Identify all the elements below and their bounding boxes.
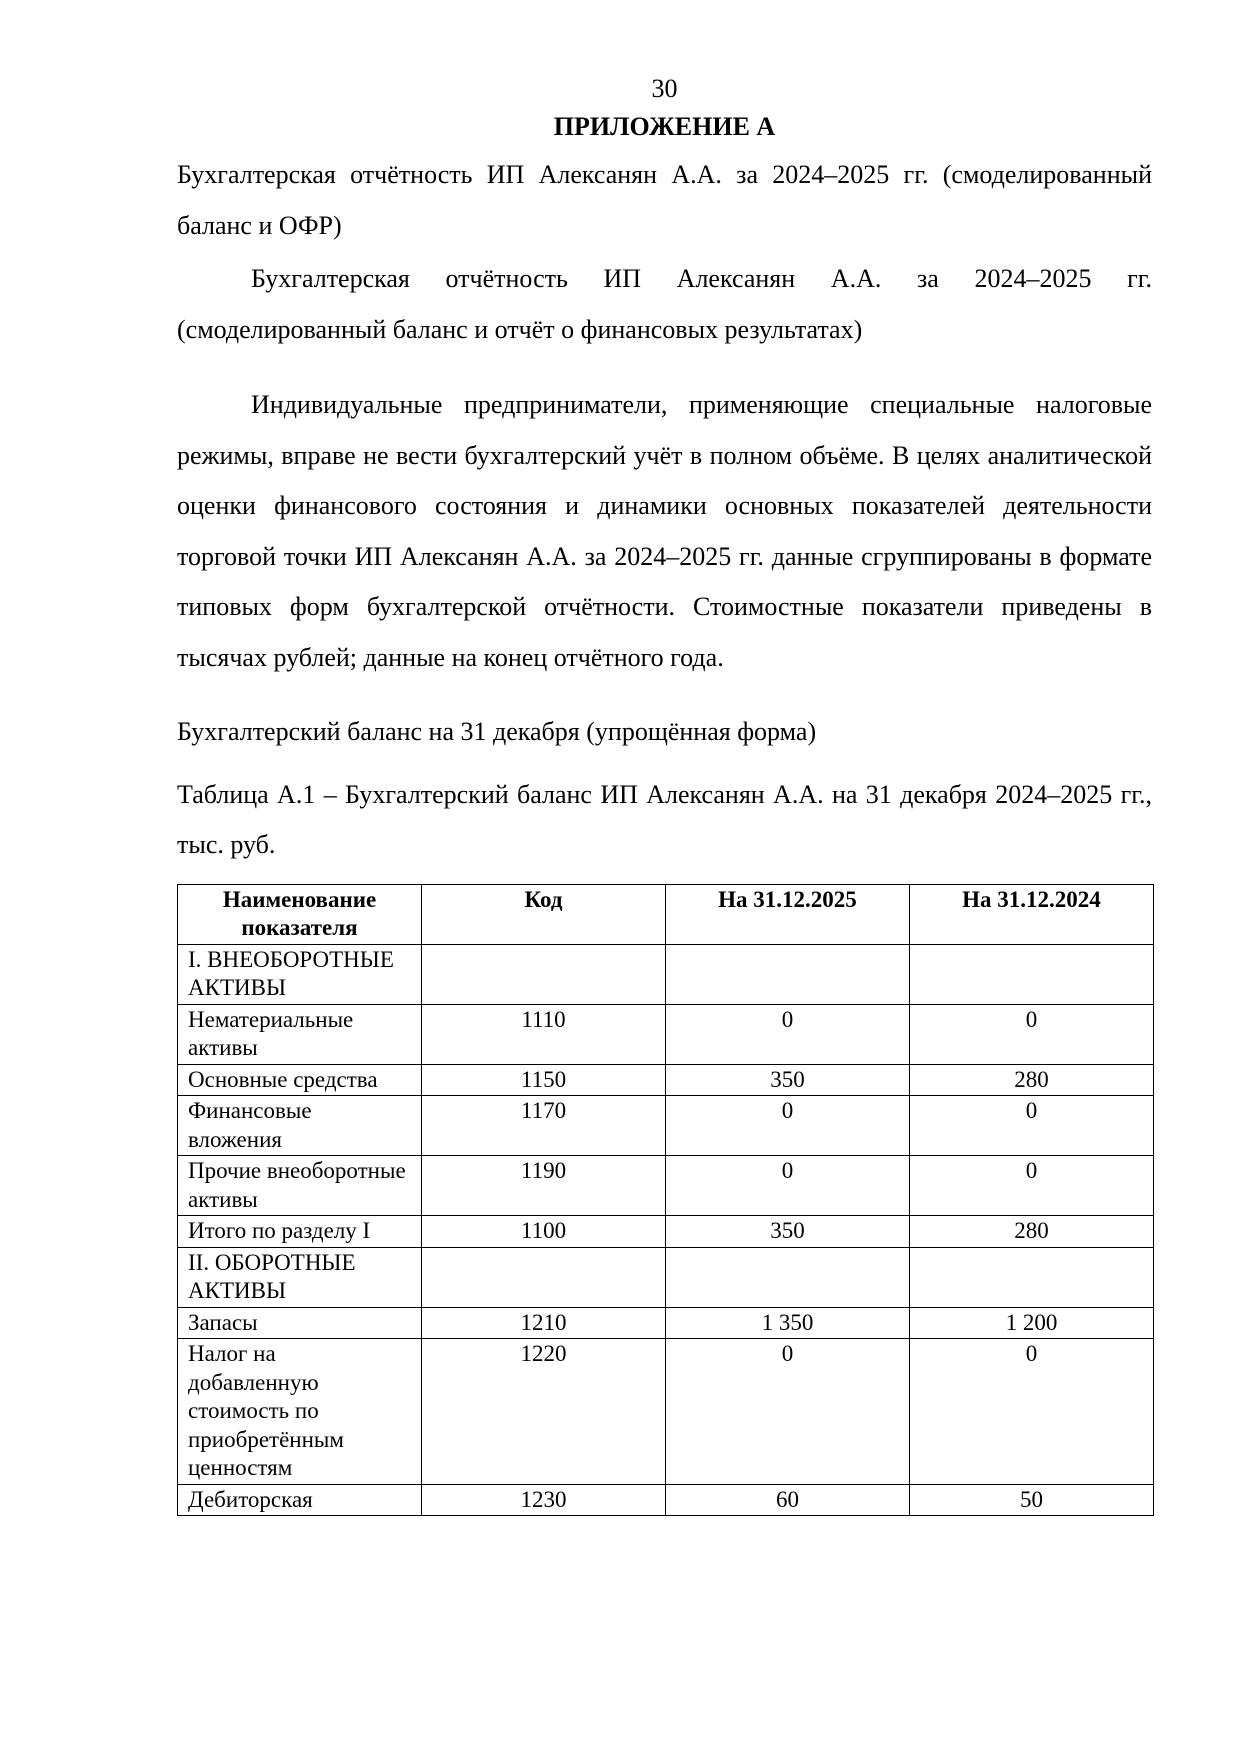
row-value-2024: 280 (910, 1216, 1154, 1248)
row-value-2024: 0 (910, 1339, 1154, 1485)
header-indicator-name: Наименование показателя (178, 884, 422, 944)
row-code (422, 1247, 666, 1307)
page-content (177, 70, 1152, 1516)
row-value-2024 (910, 944, 1154, 1004)
row-value-2025 (666, 944, 910, 1004)
row-name: Налог на добавленную стоимость по приобретённым ценностям (178, 1339, 422, 1485)
row-name: Прочие внеоборотные активы (178, 1156, 422, 1216)
row-code: 1230 (422, 1484, 666, 1516)
table-row (178, 1247, 1154, 1307)
row-value-2025 (666, 1247, 910, 1307)
row-code: 1190 (422, 1156, 666, 1216)
table-row (178, 1216, 1154, 1248)
row-value-2024: 50 (910, 1484, 1154, 1516)
row-value-2025: 0 (666, 1004, 910, 1064)
row-value-2025: 0 (666, 1339, 910, 1485)
table-row (178, 1096, 1154, 1156)
row-name: Финансовые вложения (178, 1096, 422, 1156)
balance-heading: Бухгалтерский баланс на 31 декабря (упрощённая форма) (177, 717, 817, 746)
row-code: 1170 (422, 1096, 666, 1156)
row-value-2024: 0 (910, 1004, 1154, 1064)
row-name: II. ОБОРОТНЫЕ АКТИВЫ (178, 1247, 422, 1307)
row-code: 1210 (422, 1307, 666, 1339)
table-row (178, 1004, 1154, 1064)
balance-table (177, 884, 1154, 1517)
row-name: Запасы (178, 1307, 422, 1339)
header-date-2024: На 31.12.2024 (910, 884, 1154, 944)
header-date-2025: На 31.12.2025 (666, 884, 910, 944)
row-value-2025: 350 (666, 1216, 910, 1248)
row-name: Основные средства (178, 1064, 422, 1096)
table-row (178, 1064, 1154, 1096)
row-value-2025: 0 (666, 1156, 910, 1216)
table-caption: Таблица А.1 – Бухгалтерский баланс ИП Алексанян А.А. на 31 декабря 2024–2025 гг., тыс. руб. (177, 779, 1152, 859)
row-value-2024: 1 200 (910, 1307, 1154, 1339)
intro-heading: Бухгалтерская отчётность ИП Алексанян А.А. за 2024–2025 гг. (смоделированный баланс и ОФР) (177, 160, 1152, 240)
table-row (178, 1156, 1154, 1216)
table-row (178, 1484, 1154, 1516)
page-number: 30 (651, 74, 678, 103)
table-header-row (178, 884, 1154, 944)
row-name: Дебиторская (178, 1484, 422, 1516)
row-name: Итого по разделу I (178, 1216, 422, 1248)
row-value-2025: 0 (666, 1096, 910, 1156)
row-code: 1110 (422, 1004, 666, 1064)
header-code: Код (422, 884, 666, 944)
row-code (422, 944, 666, 1004)
row-value-2024: 0 (910, 1156, 1154, 1216)
appendix-title: ПРИЛОЖЕНИЕ А (553, 112, 776, 141)
row-value-2024 (910, 1247, 1154, 1307)
body-paragraph: Индивидуальные предприниматели, применяющие специальные налоговые режимы, вправе не вести бухгалтерский учёт в полном объёме. В целях аналитической оценки финансового состояния и динамики основных показателей деятельности торговой точки ИП Алексанян А.А. за 2024–2025 гг. данные сгруппированы в формате типовых форм бухгалтерской отчётности. Стоимостные показатели приведены в тысячах рублей; данные на конец отчётного года. (177, 390, 1152, 672)
row-code: 1220 (422, 1339, 666, 1485)
row-value-2025: 350 (666, 1064, 910, 1096)
table-row (178, 944, 1154, 1004)
row-name: I. ВНЕОБОРОТНЫЕ АКТИВЫ (178, 944, 422, 1004)
row-value-2024: 0 (910, 1096, 1154, 1156)
row-value-2024: 280 (910, 1064, 1154, 1096)
table-row (178, 1339, 1154, 1485)
table-row (178, 1307, 1154, 1339)
row-value-2025: 60 (666, 1484, 910, 1516)
intro-subheading: Бухгалтерская отчётность ИП Алексанян А.А. за 2024–2025 гг. (смоделированный баланс и отчёт о финансовых результатах) (177, 264, 1152, 344)
row-value-2025: 1 350 (666, 1307, 910, 1339)
row-code: 1150 (422, 1064, 666, 1096)
row-name: Нематериальные активы (178, 1004, 422, 1064)
row-code: 1100 (422, 1216, 666, 1248)
